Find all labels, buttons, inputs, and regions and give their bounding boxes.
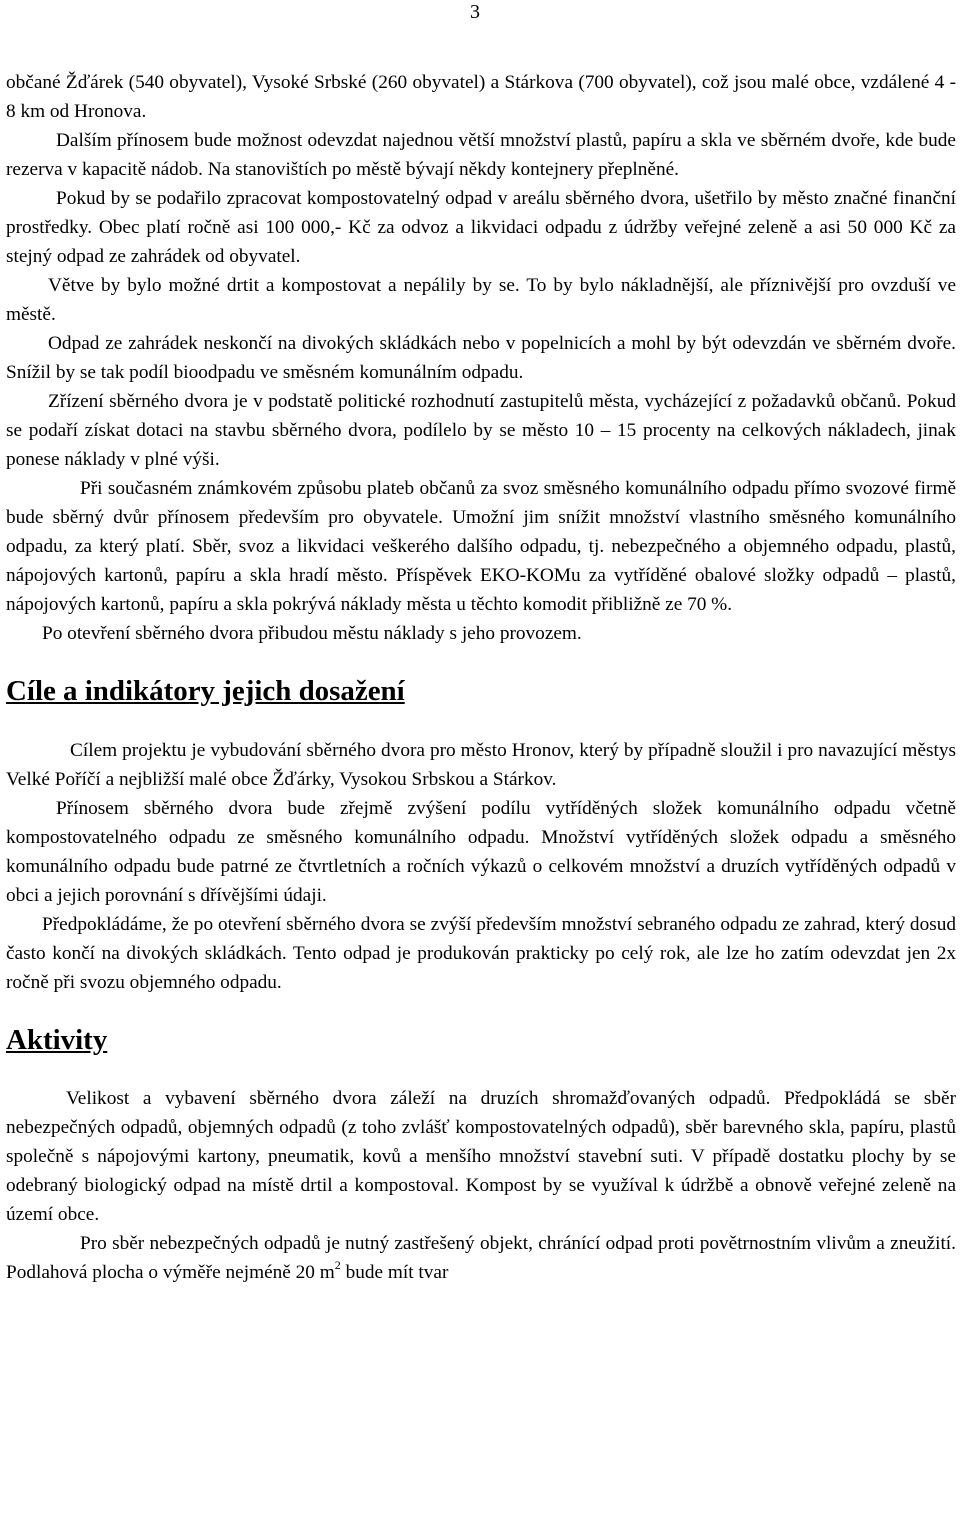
paragraph: Přínosem sběrného dvora bude zřejmě zvýšení podílu vytříděných složek komunálního odpadu včetně kompostovatelného odpadu ze směsného komunálního odpadu. Množství vytříděných složek odpadu a směsného komunálního odpadu bude patrné ze čtvrtletních a ročních výkazů o celkovém množství a druzích vytříděných odpadů v obci a jejich porovnání s dřívějšími údaji. — [6, 798, 956, 906]
paragraph: Dalším přínosem bude možnost odevzdat najednou větší množství plastů, papíru a skla ve sběrném dvoře, kde bude rezerva v kapacitě nádob. Na stanovištích po městě bývají někdy kontejnery přeplněné. — [6, 130, 956, 180]
paragraph: Velikost a vybavení sběrného dvora záleží na druzích shromažďovaných odpadů. Předpokládá se sběr nebezpečných odpadů, objemných odpadů (z toho zvlášť kompostovatelných odpadů), sběr barevného skla, papíru, plastů společně s nápojovými kartony, pneumatik, kovů a menšího množství stavební suti. V případě dostatku plochy by se odebraný biologický odpad na místě drtil a kompostoval. Kompost by se využíval k údržbě a obnově veřejné zeleně na území obce. — [6, 1088, 956, 1225]
document-body — [6, 68, 956, 1287]
paragraph — [6, 1229, 956, 1287]
paragraph: Zřízení sběrného dvora je v podstatě politické rozhodnutí zastupitelů města, vycházející z požadavků občanů. Pokud se podaří získat dotaci na stavbu sběrného dvora, podílelo by se město 10 – 15 procenty na celkových nákladech, jinak ponese náklady v plné výši. — [6, 391, 956, 470]
paragraph: Pokud by se podařilo zpracovat kompostovatelný odpad v areálu sběrného dvora, ušetřilo by město značné finanční prostředky. Obec platí ročně asi 100 000,- Kč za odvoz a likvidaci odpadu z údržby veřejné zeleně a asi 50 000 Kč za stejný odpad ze zahrádek od obyvatel. — [6, 188, 956, 267]
superscript: 2 — [334, 1257, 341, 1272]
paragraph: Po otevření sběrného dvora přibudou městu náklady s jeho provozem. — [42, 623, 582, 644]
paragraph: Cílem projektu je vybudování sběrného dvora pro město Hronov, který by případně sloužil i pro navazující městys Velké Poříčí a nejbližší malé obce Žďárky, Vysokou Srbskou a Stárkov. — [6, 740, 956, 790]
paragraph-text: Pro sběr nebezpečných odpadů je nutný zastřešený objekt, chránící odpad proti povětrnostním vlivům a zneužití. Podlahová plocha o výměře nejméně 20 m — [6, 1233, 956, 1283]
page-number: 3 — [470, 1, 480, 23]
section-heading-goals: Cíle a indikátory jejich dosažení — [6, 675, 405, 707]
paragraph: Větve by bylo možné drtit a kompostovat a nepálily by se. To by bylo nákladnější, ale příznivější pro ovzduší ve městě. — [6, 275, 956, 325]
paragraph: Předpokládáme, že po otevření sběrného dvora se zvýší především množství sebraného odpadu ze zahrad, který dosud často končí na divokých skládkách. Tento odpad je produkován prakticky po celý rok, ale lze ho zatím odevzdat jen 2x ročně při svozu objemného odpadu. — [6, 914, 956, 993]
paragraph: občané Žďárek (540 obyvatel), Vysoké Srbské (260 obyvatel) a Stárkova (700 obyvatel), což jsou malé obce, vzdálené 4 - 8 km od Hronova. — [6, 72, 956, 122]
section-heading-activities: Aktivity — [6, 1024, 108, 1056]
paragraph-text-tail: bude mít tvar — [340, 1262, 449, 1283]
paragraph: Při současném známkovém způsobu plateb občanů za svoz směsného komunálního odpadu přímo svozové firmě bude sběrný dvůr přínosem především pro obyvatele. Umožní jim snížit množství vlastního směsného komunálního odpadu, za který platí. Sběr, svoz a likvidaci veškerého dalšího odpadu, tj. nebezpečného a objemného odpadu, plastů, nápojových kartonů, papíru a skla hradí město. Příspěvek EKO-KOMu za vytříděné obalové složky odpadů – plastů, nápojových kartonů, papíru a skla pokrývá náklady města u těchto komodit přibližně ze 70 %. — [6, 478, 956, 615]
paragraph: Odpad ze zahrádek neskončí na divokých skládkách nebo v popelnicích a mohl by být odevzdán ve sběrném dvoře. Snížil by se tak podíl bioodpadu ve směsném komunálním odpadu. — [6, 333, 956, 383]
